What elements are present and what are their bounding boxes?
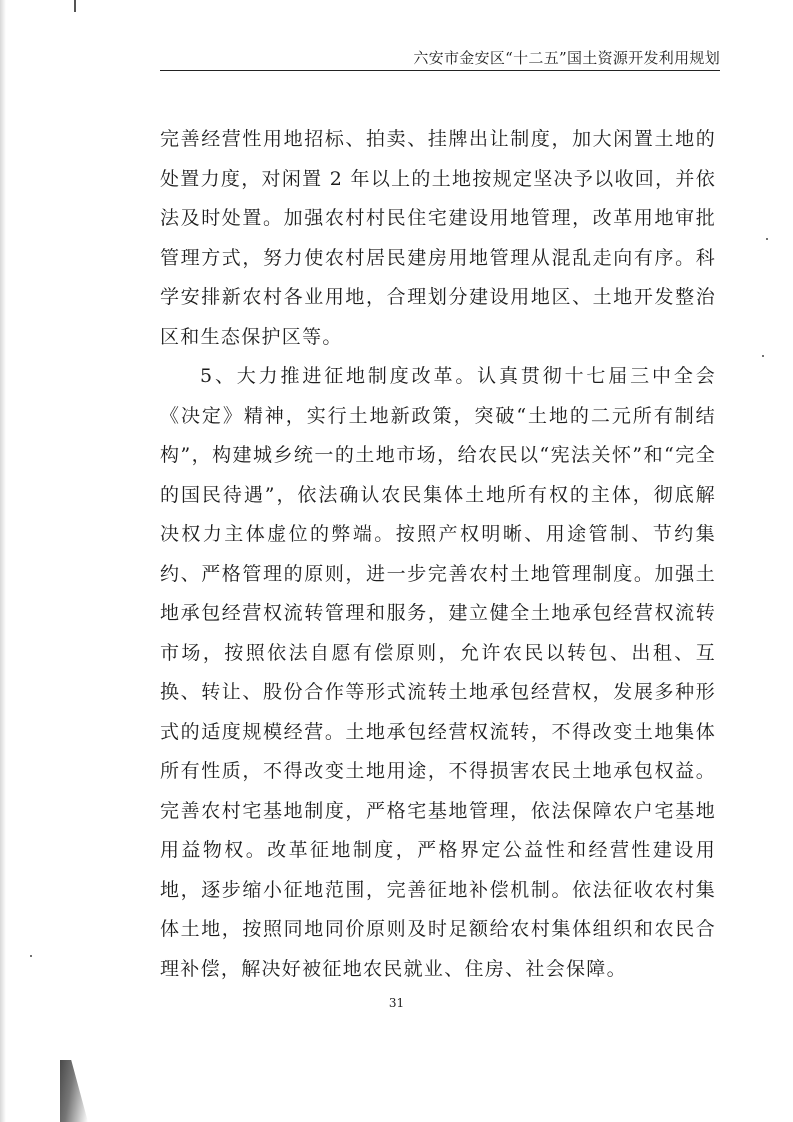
- paragraph-land-acquisition-reform: 5、大力推进征地制度改革。认真贯彻十七届三中全会《决定》精神，实行土地新政策，突破“土地的二元所有制结构”，构建城乡统一的土地市场，给农民以“宪法关怀”和“完全的国民待遇”，依法确认农民集体土地所有权的主体，彻底解决权力主体虚位的弊端。按照产权明晰、用途管制、节约集约、严格管理的原则，进一步完善农村土地管理制度。加强土地承包经营权流转管理和服务，建立健全土地承包经营权流转市场，按照依法自愿有偿原则，允许农民以转包、出租、互换、转让、股份合作等形式流转土地承包经营权，发展多种形式的适度规模经营。土地承包经营权流转，不得改变土地集体所有性质，不得改变土地用途，不得损害农民土地承包权益。完善农村宅基地制度，严格宅基地管理，依法保障农户宅基地用益物权。改革征地制度，严格界定公益性和经营性建设用地，逐步缩小征地范围，完善征地补偿机制。依法征收农村集体土地，按照同地同价原则及时足额给农村集体组织和农民合理补偿，解决好被征地农民就业、住房、社会保障。: [160, 365, 716, 980]
- running-header: [160, 47, 720, 69]
- scan-mark: [74, 0, 76, 12]
- binding-shadow: [60, 1060, 88, 1122]
- body-text: [160, 120, 716, 989]
- scan-edge: [0, 0, 6, 1122]
- paragraph-continuation: 完善经营性用地招标、拍卖、挂牌出让制度，加大闲置土地的处置力度，对闲置 2 年以上的土地按规定坚决予以收回，并依法及时处置。加强农村村民住宅建设用地管理，改革用地审批管理方式，努力使农村居民建房用地管理从混乱走向有序。科学安排新农村各业用地，合理划分建设用地区、土地开发整治区和生态保护区等。: [160, 128, 716, 348]
- header-title: 六安市金安区“十二五”国土资源开发利用规划: [413, 49, 720, 67]
- page-number: 31: [388, 996, 405, 1010]
- scan-speck: [30, 955, 32, 957]
- header-rule: [160, 70, 720, 71]
- scan-speck: [766, 238, 768, 240]
- scan-speck: [762, 355, 764, 357]
